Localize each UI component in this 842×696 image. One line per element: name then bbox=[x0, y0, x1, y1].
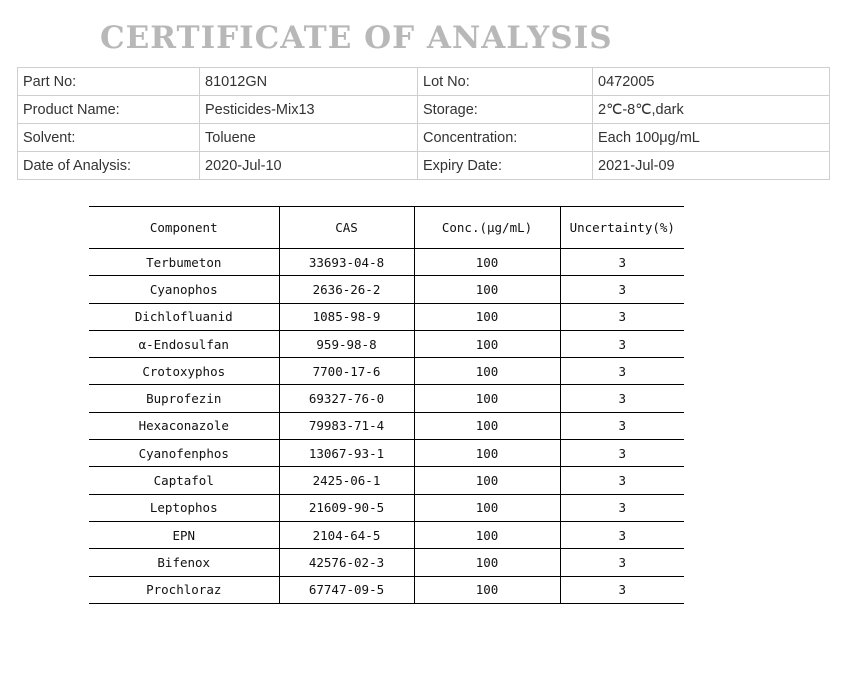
part-no-value: 81012GN bbox=[200, 68, 418, 96]
component-cas: 21609-90-5 bbox=[279, 494, 414, 521]
component-name: Cyanofenphos bbox=[89, 440, 279, 467]
info-row-product bbox=[18, 96, 830, 124]
component-conc: 100 bbox=[414, 467, 560, 494]
table-row bbox=[89, 521, 684, 548]
component-conc: 100 bbox=[414, 549, 560, 576]
component-uncertainty: 3 bbox=[560, 521, 684, 548]
component-conc: 100 bbox=[414, 385, 560, 412]
info-row-part bbox=[18, 68, 830, 96]
table-row bbox=[89, 576, 684, 603]
component-cas: 2425-06-1 bbox=[279, 467, 414, 494]
concentration-value: Each 100μg/mL bbox=[593, 124, 830, 152]
date-label: Date of Analysis: bbox=[18, 152, 200, 180]
component-conc: 100 bbox=[414, 303, 560, 330]
component-name: Terbumeton bbox=[89, 249, 279, 276]
lot-no-label: Lot No: bbox=[418, 68, 593, 96]
solvent-value: Toluene bbox=[200, 124, 418, 152]
component-uncertainty: 3 bbox=[560, 249, 684, 276]
component-cas: 33693-04-8 bbox=[279, 249, 414, 276]
header-conc: Conc.(μg/mL) bbox=[414, 207, 560, 249]
storage-value: 2℃-8℃,dark bbox=[593, 96, 830, 124]
table-row bbox=[89, 467, 684, 494]
component-uncertainty: 3 bbox=[560, 494, 684, 521]
table-row bbox=[89, 358, 684, 385]
component-cas: 13067-93-1 bbox=[279, 440, 414, 467]
component-cas: 67747-09-5 bbox=[279, 576, 414, 603]
product-info-table bbox=[17, 67, 830, 180]
component-conc: 100 bbox=[414, 330, 560, 357]
info-row-solvent bbox=[18, 124, 830, 152]
component-uncertainty: 3 bbox=[560, 385, 684, 412]
component-name: Bifenox bbox=[89, 549, 279, 576]
expiry-label: Expiry Date: bbox=[418, 152, 593, 180]
header-cas: CAS bbox=[279, 207, 414, 249]
table-row bbox=[89, 330, 684, 357]
certificate-title: CERTIFICATE OF ANALYSIS bbox=[100, 20, 613, 56]
component-uncertainty: 3 bbox=[560, 549, 684, 576]
component-name: EPN bbox=[89, 521, 279, 548]
component-conc: 100 bbox=[414, 576, 560, 603]
header-component: Component bbox=[89, 207, 279, 249]
solvent-label: Solvent: bbox=[18, 124, 200, 152]
component-conc: 100 bbox=[414, 412, 560, 439]
product-name-label: Product Name: bbox=[18, 96, 200, 124]
component-name: Crotoxyphos bbox=[89, 358, 279, 385]
component-uncertainty: 3 bbox=[560, 303, 684, 330]
component-uncertainty: 3 bbox=[560, 467, 684, 494]
component-uncertainty: 3 bbox=[560, 576, 684, 603]
components-table bbox=[89, 206, 684, 604]
component-cas: 2636-26-2 bbox=[279, 276, 414, 303]
component-name: α-Endosulfan bbox=[89, 330, 279, 357]
component-uncertainty: 3 bbox=[560, 276, 684, 303]
lot-no-value: 0472005 bbox=[593, 68, 830, 96]
component-name: Hexaconazole bbox=[89, 412, 279, 439]
header-uncertainty: Uncertainty(%) bbox=[560, 207, 684, 249]
component-conc: 100 bbox=[414, 521, 560, 548]
component-cas: 7700-17-6 bbox=[279, 358, 414, 385]
component-name: Dichlofluanid bbox=[89, 303, 279, 330]
storage-label: Storage: bbox=[418, 96, 593, 124]
component-name: Prochloraz bbox=[89, 576, 279, 603]
concentration-label: Concentration: bbox=[418, 124, 593, 152]
table-row bbox=[89, 412, 684, 439]
component-conc: 100 bbox=[414, 494, 560, 521]
table-row bbox=[89, 385, 684, 412]
component-conc: 100 bbox=[414, 358, 560, 385]
table-row bbox=[89, 440, 684, 467]
component-uncertainty: 3 bbox=[560, 358, 684, 385]
component-conc: 100 bbox=[414, 440, 560, 467]
component-conc: 100 bbox=[414, 249, 560, 276]
table-row bbox=[89, 549, 684, 576]
component-name: Cyanophos bbox=[89, 276, 279, 303]
table-row bbox=[89, 494, 684, 521]
component-uncertainty: 3 bbox=[560, 412, 684, 439]
table-row bbox=[89, 303, 684, 330]
component-name: Leptophos bbox=[89, 494, 279, 521]
component-uncertainty: 3 bbox=[560, 330, 684, 357]
component-cas: 79983-71-4 bbox=[279, 412, 414, 439]
expiry-value: 2021-Jul-09 bbox=[593, 152, 830, 180]
component-cas: 69327-76-0 bbox=[279, 385, 414, 412]
table-row bbox=[89, 249, 684, 276]
component-name: Captafol bbox=[89, 467, 279, 494]
component-cas: 42576-02-3 bbox=[279, 549, 414, 576]
component-cas: 959-98-8 bbox=[279, 330, 414, 357]
info-row-date bbox=[18, 152, 830, 180]
component-conc: 100 bbox=[414, 276, 560, 303]
part-no-label: Part No: bbox=[18, 68, 200, 96]
component-cas: 1085-98-9 bbox=[279, 303, 414, 330]
components-header-row bbox=[89, 207, 684, 249]
date-value: 2020-Jul-10 bbox=[200, 152, 418, 180]
component-uncertainty: 3 bbox=[560, 440, 684, 467]
table-row bbox=[89, 276, 684, 303]
product-name-value: Pesticides-Mix13 bbox=[200, 96, 418, 124]
component-name: Buprofezin bbox=[89, 385, 279, 412]
component-cas: 2104-64-5 bbox=[279, 521, 414, 548]
